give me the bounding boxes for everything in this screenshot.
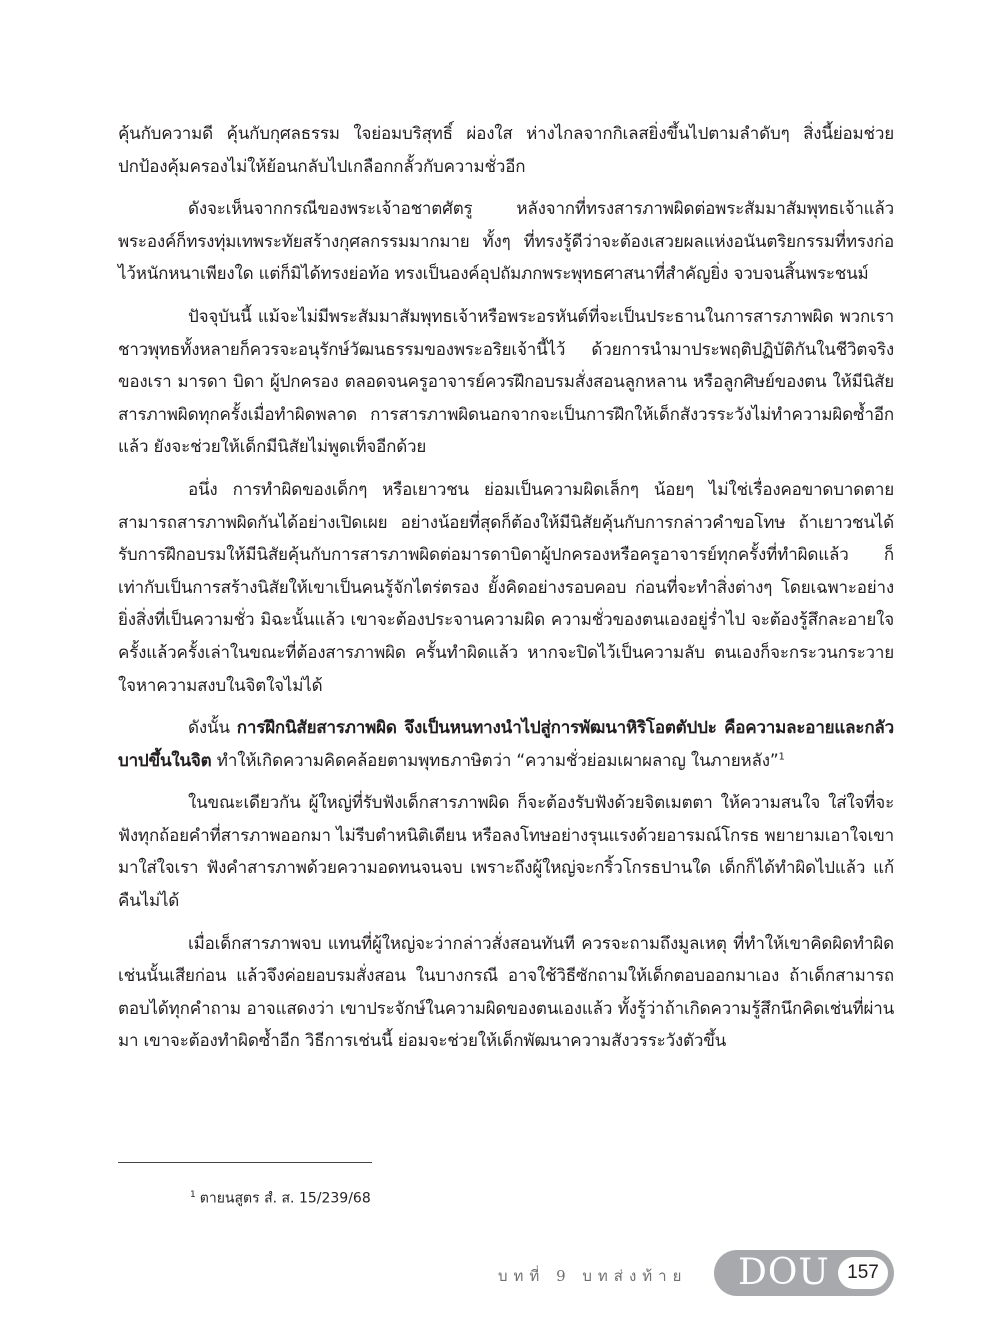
paragraph-5 <box>118 712 894 777</box>
footnote-text: ตายนสูตร สํ. ส. 15/239/68 <box>199 1190 371 1207</box>
footnote-reference: 1 <box>778 751 785 763</box>
chapter-title: บทที่ 9 บทส่งท้าย <box>498 1267 688 1285</box>
paragraph-2: ดังจะเห็นจากกรณีของพระเจ้าอชาตศัตรู หลังจากที่ทรงสารภาพผิดต่อพระสัมมาสัมพุทธเจ้าแล้ว พระองค์ก็ทรงทุ่มเทพระทัยสร้างกุศลกรรมมากมาย ทั้งๆ ที่ทรงรู้ดีว่าจะต้องเสวยผลแห่งอนันตริยกรรมที่ทรงก่อไว้หนักหนาเพียงใด แต่ก็มิได้ทรงย่อท้อ ทรงเป็นองค์อุปถัมภกพระพุทธศาสนาที่สำคัญยิ่ง จวบจนสิ้นพระชนม์ <box>118 199 894 285</box>
paragraph-1: คุ้นกับความดี คุ้นกับกุศลธรรม ใจย่อมบริสุทธิ์ ผ่องใส ห่างไกลจากกิเลสยิ่งขึ้นไปตามลำดับๆ สิ่งนี้ย่อมช่วยปกป้องคุ้มครองไม่ให้ย้อนกลับไปเกลือกกลั้วกับความชั่วอีก <box>118 124 894 177</box>
paragraph-5-emphasis: การฝึกนิสัยสารภาพผิด จึงเป็นหนทางนำไปสู่การพัฒนาหิริโอตตัปปะ คือความละอายและกลัวบาปขึ้นในจิต <box>118 718 894 771</box>
paragraph-4: อนึ่ง การทำผิดของเด็กๆ หรือเยาวชน ย่อมเป็นความผิดเล็กๆ น้อยๆ ไม่ใช่เรื่องคอขาดบาดตาย สามารถสารภาพผิดกันได้อย่างเปิดเผย อย่างน้อยที่สุดก็ต้องให้มีนิสัยคุ้นกับการกล่าวคำขอโทษ ถ้าเยาวชนได้รับการฝึกอบรมให้มีนิสัยคุ้นกับการสารภาพผิดต่อมารดาบิดาผู้ปกครองหรือครูอาจารย์ทุกครั้งที่ทำผิดแล้ว ก็เท่ากับเป็นการสร้างนิสัยให้เขาเป็นคนรู้จักไตร่ตรอง ยั้งคิดอย่างรอบคอบ ก่อนที่จะทำสิ่งต่างๆ โดยเฉพาะอย่างยิ่งสิ่งที่เป็นความชั่ว มิฉะนั้นแล้ว เขาจะต้องประจานความผิด ความชั่วของตนเองอยู่ร่ำไป จะต้องรู้สึกละอายใจครั้งแล้วครั้งเล่าในขณะที่ต้องสารภาพผิด ครั้นทำผิดแล้ว หากจะปิดไว้เป็นความลับ ตนเองก็จะกระวนกระวายใจหาความสงบในจิตใจไม่ได้ <box>118 479 894 696</box>
paragraph-5-rest: ทำให้เกิดความคิดคล้อยตามพุทธภาษิตว่า “ความชั่วย่อมเผาผลาญ ในภายหลัง” <box>211 750 779 771</box>
paragraph-5-lead: ดังนั้น <box>188 718 237 739</box>
footnote-divider <box>118 1162 372 1163</box>
dou-page-badge <box>714 1250 894 1296</box>
page-number: 157 <box>838 1257 888 1289</box>
paragraph-3: ปัจจุบันนี้ แม้จะไม่มีพระสัมมาสัมพุทธเจ้าหรือพระอรหันต์ที่จะเป็นประธานในการสารภาพผิด พวกเราชาวพุทธทั้งหลายก็ควรจะอนุรักษ์วัฒนธรรมของพระอริยเจ้านี้ไว้ ด้วยการนำมาประพฤติปฏิบัติกันในชีวิตจริงของเรา มารดา บิดา ผู้ปกครอง ตลอดจนครูอาจารย์ควรฝึกอบรมสั่งสอนลูกหลาน หรือลูกศิษย์ของตน ให้มีนิสัยสารภาพผิดทุกครั้งเมื่อทำผิดพลาด การสารภาพผิดนอกจากจะเป็นการฝึกให้เด็กสังวรระวังไม่ทำความผิดซ้ำอีกแล้ว ยังจะช่วยให้เด็กมีนิสัยไม่พูดเท็จอีกด้วย <box>118 306 894 458</box>
footnote-marker: 1 <box>190 1190 196 1200</box>
footnote <box>190 1186 371 1208</box>
dou-logo: DOU <box>738 1252 830 1293</box>
paragraph-6: ในขณะเดียวกัน ผู้ใหญ่ที่รับฟังเด็กสารภาพผิด ก็จะต้องรับฟังด้วยจิตเมตตา ให้ความสนใจ ใส่ใจที่จะฟังทุกถ้อยคำที่สารภาพออกมา ไม่รีบตำหนิติเตียน หรือลงโทษอย่างรุนแรงด้วยอารมณ์โกรธ พยายามเอาใจเขามาใส่ใจเรา ฟังคำสารภาพด้วยความอดทนจนจบ เพราะถึงผู้ใหญ่จะกริ้วโกรธปานใด เด็กก็ได้ทำผิดไปแล้ว แก้คืนไม่ได้ <box>118 793 894 912</box>
paragraph-7: เมื่อเด็กสารภาพจบ แทนที่ผู้ใหญ่จะว่ากล่าวสั่งสอนทันที ควรจะถามถึงมูลเหตุ ที่ทำให้เขาคิดผิดทำผิดเช่นนั้นเสียก่อน แล้วจึงค่อยอบรมสั่งสอน ในบางกรณี อาจใช้วิธีซักถามให้เด็กตอบออกมาเอง ถ้าเด็กสามารถตอบได้ทุกคำถาม อาจแสดงว่า เขาประจักษ์ในความผิดของตนเองแล้ว ทั้งรู้ว่าถ้าเกิดความรู้สึกนึกคิดเช่นที่ผ่านมา เขาจะต้องทำผิดซ้ำอีก วิธีการเช่นนี้ ย่อมจะช่วยให้เด็กพัฒนาความสังวรระวังตัวขึ้น <box>118 933 894 1052</box>
body-text <box>118 118 894 1068</box>
